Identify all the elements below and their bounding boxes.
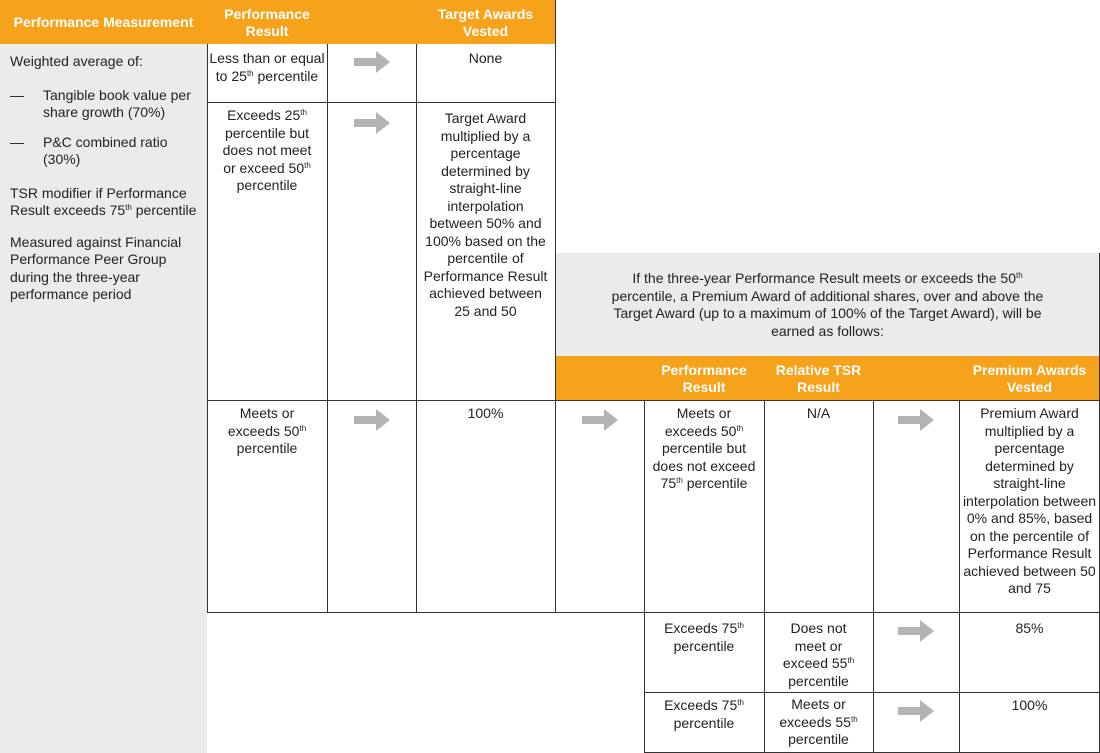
premium-row1-vested: Premium Award multiplied by a percentage determined by straight-line interpolation between 0% and 85%, based on the percentile of Performance Result achieved between 50 and 75 (959, 400, 1100, 612)
premium-row3-result: Exceeds 75th percentile (644, 692, 764, 753)
bullet-dash: — (10, 133, 24, 150)
rule (644, 400, 645, 753)
row2-target: Target Award multiplied by a percentage determined by straight-line interpolation between 50% and 100% based on the percentile of Performance Result achieved between 25 and 50 (416, 102, 555, 400)
rule (873, 400, 874, 753)
header-arrow-spacer (327, 0, 416, 44)
row1-target: None (416, 44, 555, 102)
premium-row2-result: Exceeds 75th percentile (644, 612, 764, 692)
row3-result: Meets or exceeds 50th percentile (207, 400, 327, 612)
premium-award-note: If the three-year Performance Result meets or exceeds the 50th percentile, a Premium Award of additional shares, over and above the Target Award (up to a maximum of 100% of the Target Award), will be earned as follows: (555, 253, 1100, 356)
right-arrow-icon (354, 409, 390, 431)
premium-header-vested: Premium Awards Vested (959, 356, 1100, 400)
right-arrow-icon (898, 409, 934, 431)
premium-row2-tsr: Does not meet or exceed 55th percentile (764, 612, 873, 692)
right-arrow-icon (582, 409, 618, 431)
tsr-modifier-text: TSR modifier if Performance Result exceeds 75th percentile (10, 184, 197, 218)
premium-row1-tsr: N/A (764, 400, 873, 612)
rule (207, 102, 555, 103)
rule (207, 44, 208, 613)
rule (327, 44, 328, 613)
premium-row3-vested: 100% (959, 692, 1100, 753)
rule (555, 400, 1100, 401)
bullet-text: P&C combined ratio (30%) (43, 133, 168, 167)
premium-row2-vested: 85% (959, 612, 1100, 692)
header-performance-result: Performance Result (207, 0, 327, 44)
premium-header-spacer (555, 356, 644, 400)
bullet-combined-ratio (10, 134, 197, 169)
peer-group-text: Measured against Financial Performance Peer Group during the three-year performance period (10, 233, 182, 302)
measurement-panel (0, 44, 207, 753)
bullet-dash: — (10, 86, 24, 103)
rule (207, 400, 555, 401)
right-arrow-icon (898, 700, 934, 722)
rule (416, 44, 417, 613)
header-target-awards-vested: Target Awards Vested (416, 0, 555, 44)
right-arrow-icon (354, 112, 390, 134)
rule (555, 0, 556, 613)
row1-result: Less than or equal to 25th percentile (207, 44, 327, 102)
header-performance-measurement: Performance Measurement (0, 0, 207, 44)
rule (644, 692, 1100, 693)
right-arrow-icon (354, 51, 390, 73)
rule (207, 612, 1100, 613)
premium-header-result: Performance Result (644, 356, 764, 400)
row3-target: 100% (416, 400, 555, 612)
rule (764, 400, 765, 753)
premium-row3-tsr: Meets or exceeds 55th percentile (764, 692, 873, 753)
bullet-tbv (10, 87, 197, 122)
premium-row1-result: Meets or exceeds 50th percentile but does not exceed 75th percentile (644, 400, 764, 612)
rule (959, 400, 960, 753)
bullet-text: Tangible book value per share growth (70%) (43, 86, 191, 120)
row2-result: Exceeds 25th percentile but does not meet or exceed 50th percentile (207, 102, 327, 400)
measurement-intro: Weighted average of: (10, 53, 143, 69)
premium-header-tsr: Relative TSR Result (764, 356, 873, 400)
right-arrow-icon (898, 620, 934, 642)
premium-header-arrow-spacer (873, 356, 959, 400)
